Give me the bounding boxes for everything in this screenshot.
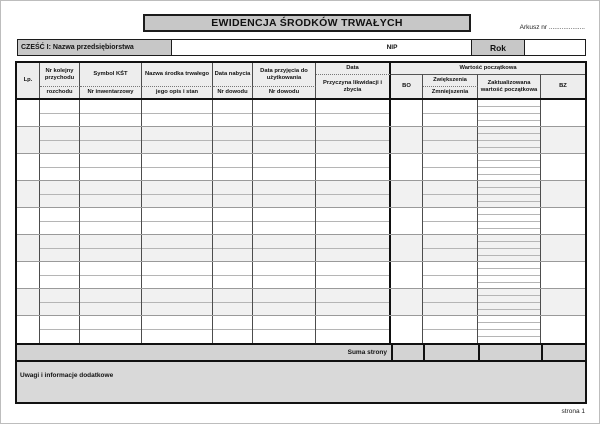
cell-bz <box>541 289 585 315</box>
company-name-nip-field <box>171 39 472 56</box>
table-row <box>17 154 585 181</box>
table-row <box>17 289 585 316</box>
sheet-number-label: Arkusz nr <box>519 24 548 31</box>
cell-increase <box>423 262 478 288</box>
cell-use <box>253 127 316 153</box>
col-decrease: Zmniejszenia <box>423 86 478 98</box>
cell-bo <box>391 208 423 234</box>
table-row <box>17 100 585 127</box>
sum-bz-cell <box>541 345 585 360</box>
cell-kst <box>80 316 142 343</box>
cell-use <box>253 316 316 343</box>
assets-table <box>15 61 587 404</box>
col-updated-value: Zaktualizowana wartość początkowa <box>478 74 541 98</box>
cell-bz <box>541 235 585 261</box>
cell-acq <box>213 235 253 261</box>
col-kst-symbol: Symbol KŚT <box>80 63 142 86</box>
col-outcome-no: rozchodu <box>40 86 80 98</box>
cell-income-no <box>40 208 80 234</box>
cell-lp <box>17 316 40 343</box>
cell-updated <box>478 154 541 180</box>
col-liq-date: Data <box>316 63 391 74</box>
table-row <box>17 262 585 289</box>
cell-increase <box>423 208 478 234</box>
page-sum-label: Suma strony <box>347 349 387 356</box>
cell-kst <box>80 208 142 234</box>
cell-name <box>142 289 213 315</box>
cell-acq <box>213 154 253 180</box>
cell-acq <box>213 316 253 343</box>
cell-lp <box>17 100 40 126</box>
notes-label: Uwagi i informacje dodatkowe <box>20 372 114 379</box>
table-body <box>17 100 585 343</box>
col-income-no: Nr kolejny przychodu <box>40 63 80 86</box>
cell-bz <box>541 154 585 180</box>
part1-section-label: CZEŚĆ I: Nazwa przedsiębiorstwa <box>21 44 134 51</box>
col-asset-name: Nazwa środka trwałego <box>142 63 213 86</box>
cell-bo <box>391 181 423 207</box>
cell-lp <box>17 289 40 315</box>
cell-use <box>253 262 316 288</box>
cell-updated <box>478 127 541 153</box>
cell-updated <box>478 181 541 207</box>
cell-increase <box>423 100 478 126</box>
page-number: strona 1 <box>561 408 585 415</box>
cell-liq <box>316 262 391 288</box>
col-use-date: Data przyjęcia do użytkowania <box>253 63 316 86</box>
cell-liq <box>316 100 391 126</box>
col-acq-doc: Nr dowodu <box>213 86 253 98</box>
col-use-doc: Nr dowodu <box>253 86 316 98</box>
sum-updated-cell <box>478 345 541 360</box>
cell-name <box>142 100 213 126</box>
sum-increase-cell <box>423 345 478 360</box>
cell-bz <box>541 262 585 288</box>
col-liq-reason: Przyczyna likwidacji i zbycia <box>316 74 391 98</box>
year-value-field <box>524 39 586 56</box>
col-bz: BZ <box>541 74 585 98</box>
cell-name <box>142 208 213 234</box>
cell-updated <box>478 316 541 343</box>
cell-bo <box>391 262 423 288</box>
part1-section-box <box>17 39 172 56</box>
cell-income-no <box>40 316 80 343</box>
cell-acq <box>213 289 253 315</box>
cell-acq <box>213 208 253 234</box>
cell-lp <box>17 181 40 207</box>
cell-use <box>253 100 316 126</box>
cell-income-no <box>40 262 80 288</box>
table-row <box>17 208 585 235</box>
cell-liq <box>316 154 391 180</box>
page-sum-row <box>17 343 585 362</box>
col-inventory-no: Nr inwentarzowy <box>80 86 142 98</box>
cell-use <box>253 181 316 207</box>
cell-acq <box>213 262 253 288</box>
cell-lp <box>17 235 40 261</box>
cell-name <box>142 316 213 343</box>
cell-bz <box>541 208 585 234</box>
cell-liq <box>316 316 391 343</box>
table-header <box>17 63 585 100</box>
cell-use <box>253 208 316 234</box>
cell-bo <box>391 289 423 315</box>
sheet-number-blank: .................... <box>548 24 585 31</box>
cell-income-no <box>40 100 80 126</box>
sheet-number <box>499 24 585 31</box>
cell-increase <box>423 181 478 207</box>
year-label: Rok <box>489 42 507 53</box>
cell-updated <box>478 289 541 315</box>
col-lp: Lp. <box>17 63 40 98</box>
cell-use <box>253 235 316 261</box>
year-label-box <box>471 39 525 56</box>
cell-kst <box>80 127 142 153</box>
cell-liq <box>316 127 391 153</box>
cell-liq <box>316 181 391 207</box>
col-increase: Zwiększenia <box>423 74 478 86</box>
cell-bo <box>391 127 423 153</box>
cell-updated <box>478 208 541 234</box>
cell-liq <box>316 235 391 261</box>
cell-increase <box>423 289 478 315</box>
col-initial-value-group: Wartość początkowa <box>459 65 517 72</box>
cell-acq <box>213 127 253 153</box>
cell-lp <box>17 127 40 153</box>
col-acq-date: Data nabycia <box>213 63 253 86</box>
cell-acq <box>213 100 253 126</box>
cell-bz <box>541 316 585 343</box>
cell-updated <box>478 100 541 126</box>
cell-increase <box>423 235 478 261</box>
sum-bo-cell <box>391 345 423 360</box>
table-row <box>17 127 585 154</box>
form-title-box <box>143 14 471 32</box>
cell-increase <box>423 316 478 343</box>
cell-increase <box>423 127 478 153</box>
cell-name <box>142 127 213 153</box>
cell-name <box>142 181 213 207</box>
cell-kst <box>80 235 142 261</box>
table-row <box>17 181 585 208</box>
cell-bo <box>391 100 423 126</box>
cell-kst <box>80 181 142 207</box>
cell-lp <box>17 208 40 234</box>
nip-label: NIP <box>386 44 398 51</box>
cell-lp <box>17 154 40 180</box>
cell-updated <box>478 235 541 261</box>
col-bo: BO <box>391 74 423 98</box>
cell-kst <box>80 262 142 288</box>
cell-bo <box>391 316 423 343</box>
notes-area <box>17 362 585 402</box>
cell-liq <box>316 289 391 315</box>
cell-bo <box>391 154 423 180</box>
cell-liq <box>316 208 391 234</box>
form-title: EWIDENCJA ŚRODKÓW TRWAŁYCH <box>211 17 403 29</box>
col-asset-desc: jego opis i stan <box>142 86 213 98</box>
cell-kst <box>80 154 142 180</box>
table-row <box>17 235 585 262</box>
cell-use <box>253 289 316 315</box>
cell-use <box>253 154 316 180</box>
cell-updated <box>478 262 541 288</box>
cell-name <box>142 262 213 288</box>
cell-name <box>142 235 213 261</box>
cell-acq <box>213 181 253 207</box>
cell-kst <box>80 289 142 315</box>
cell-income-no <box>40 235 80 261</box>
cell-bz <box>541 127 585 153</box>
cell-income-no <box>40 181 80 207</box>
cell-income-no <box>40 127 80 153</box>
cell-bz <box>541 100 585 126</box>
cell-name <box>142 154 213 180</box>
cell-bo <box>391 235 423 261</box>
cell-lp <box>17 262 40 288</box>
cell-bz <box>541 181 585 207</box>
cell-increase <box>423 154 478 180</box>
cell-income-no <box>40 289 80 315</box>
table-row <box>17 316 585 343</box>
cell-kst <box>80 100 142 126</box>
cell-income-no <box>40 154 80 180</box>
